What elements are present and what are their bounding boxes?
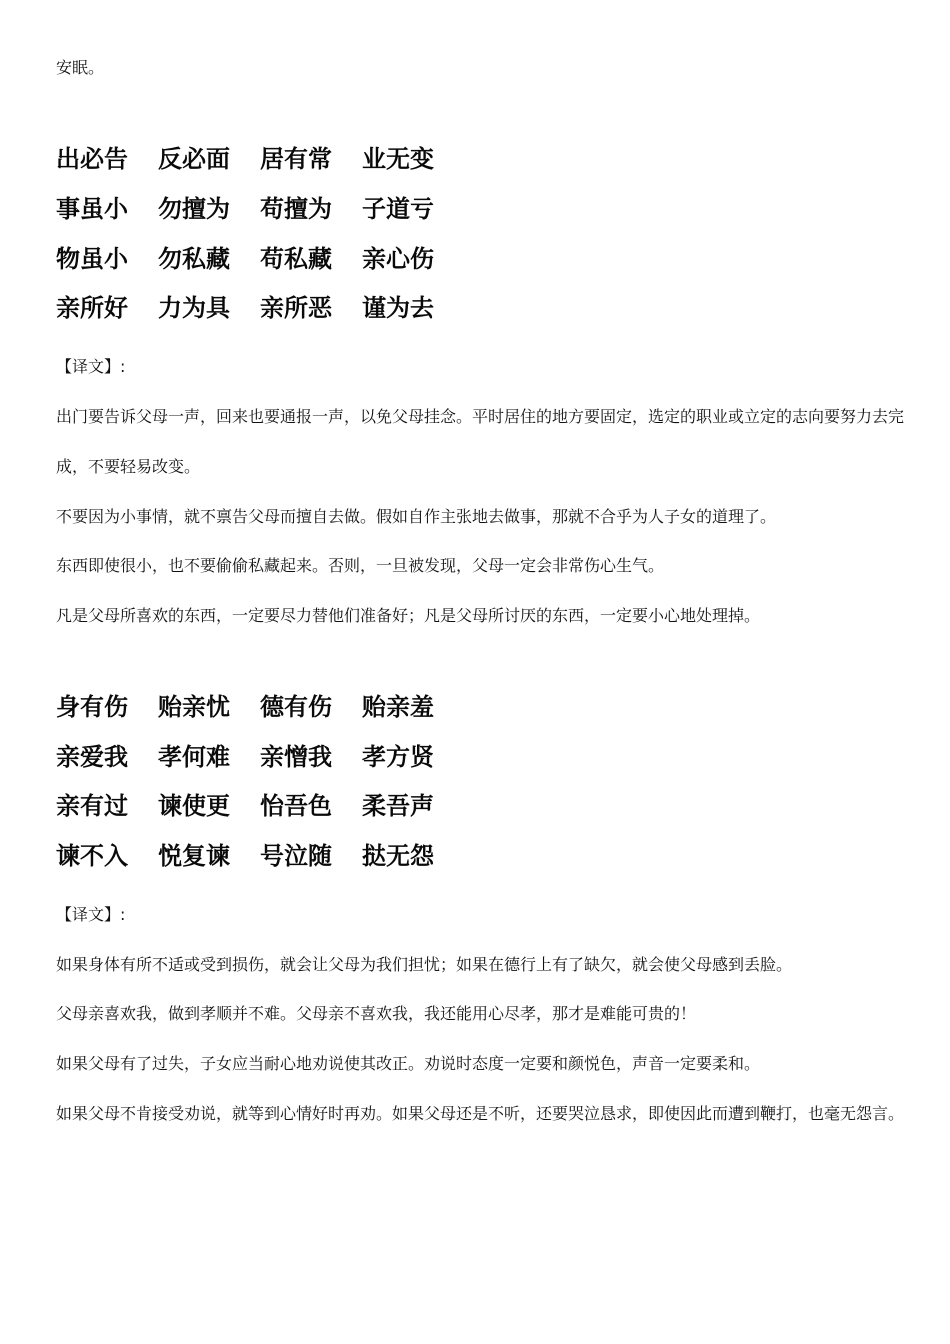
verse-phrase: 谏不入	[56, 842, 128, 870]
verse-phrase: 身有伤	[56, 693, 128, 721]
verse-line	[56, 143, 434, 175]
verse-phrase: 挞无怨	[362, 842, 434, 870]
translation-paragraph: 凡是父母所喜欢的东西，一定要尽力替他们准备好；凡是父母所讨厌的东西，一定要小心地处理掉。	[56, 606, 761, 625]
verse-phrase: 怡吾色	[260, 792, 332, 820]
verse-phrase: 苟擅为	[260, 195, 332, 223]
verse-line	[56, 840, 434, 872]
verse-line	[56, 741, 434, 773]
verse-phrase: 谏使更	[158, 792, 230, 820]
translation-paragraph: 如果父母不肯接受劝说，就等到心情好时再劝。如果父母还是不听，还要哭泣恳求，即使因此而遭到鞭打，也毫无怨言。	[56, 1104, 905, 1123]
translation-paragraph: 如果父母有了过失，子女应当耐心地劝说使其改正。劝说时态度一定要和颜悦色，声音一定要柔和。	[56, 1054, 761, 1073]
verse-phrase: 号泣随	[260, 842, 332, 870]
verse-line	[56, 790, 434, 822]
verse-phrase: 亲所好	[56, 294, 128, 322]
verse-phrase: 业无变	[362, 145, 434, 173]
verse-phrase: 柔吾声	[362, 792, 434, 820]
verse-phrase: 出必告	[56, 145, 128, 173]
verse-phrase: 反必面	[158, 145, 230, 173]
verse-phrase: 事虽小	[56, 195, 128, 223]
verse-phrase: 亲心伤	[362, 245, 434, 273]
translation-label: 【译文】:	[56, 357, 126, 376]
verse-phrase: 亲憎我	[260, 743, 332, 771]
translation-paragraph: 不要因为小事情，就不禀告父母而擅自去做。假如自作主张地去做事，那就不合乎为人子女的道理了。	[56, 507, 777, 526]
verse-phrase: 亲爱我	[56, 743, 128, 771]
translation-label: 【译文】:	[56, 905, 126, 924]
verse-line	[56, 691, 434, 723]
verse-phrase: 贻亲忧	[158, 693, 230, 721]
translation-paragraph: 出门要告诉父母一声，回来也要通报一声，以免父母挂念。平时居住的地方要固定，选定的职业或立定的志向要努力去完成，不要轻易改变。	[56, 407, 905, 476]
translation-paragraph: 如果身体有所不适或受到损伤，就会让父母为我们担忧；如果在德行上有了缺欠，就会使父母感到丢脸。	[56, 955, 793, 974]
translation-paragraph: 父母亲喜欢我，做到孝顺并不难。父母亲不喜欢我，我还能用心尽孝，那才是难能可贵的！	[56, 1004, 697, 1023]
verse-phrase: 力为具	[158, 294, 230, 322]
verse-phrase: 贻亲羞	[362, 693, 434, 721]
verse-phrase: 谨为去	[362, 294, 434, 322]
verse-phrase: 子道亏	[362, 195, 434, 223]
intro-tail-text: 安眠。	[56, 58, 105, 77]
verse-phrase: 勿擅为	[158, 195, 230, 223]
verse-phrase: 勿私藏	[158, 245, 230, 273]
verse-phrase: 亲有过	[56, 792, 128, 820]
translation-paragraph: 东西即使很小，也不要偷偷私藏起来。否则，一旦被发现，父母一定会非常伤心生气。	[56, 556, 665, 575]
verse-phrase: 孝何难	[158, 743, 230, 771]
verse-line	[56, 292, 434, 324]
verse-line	[56, 243, 434, 275]
verse-phrase: 亲所恶	[260, 294, 332, 322]
verse-phrase: 悦复谏	[158, 842, 230, 870]
verse-phrase: 居有常	[260, 145, 332, 173]
verse-phrase: 德有伤	[260, 693, 332, 721]
verse-phrase: 苟私藏	[260, 245, 332, 273]
verse-line	[56, 193, 434, 225]
verse-phrase: 物虽小	[56, 245, 128, 273]
verse-phrase: 孝方贤	[362, 743, 434, 771]
